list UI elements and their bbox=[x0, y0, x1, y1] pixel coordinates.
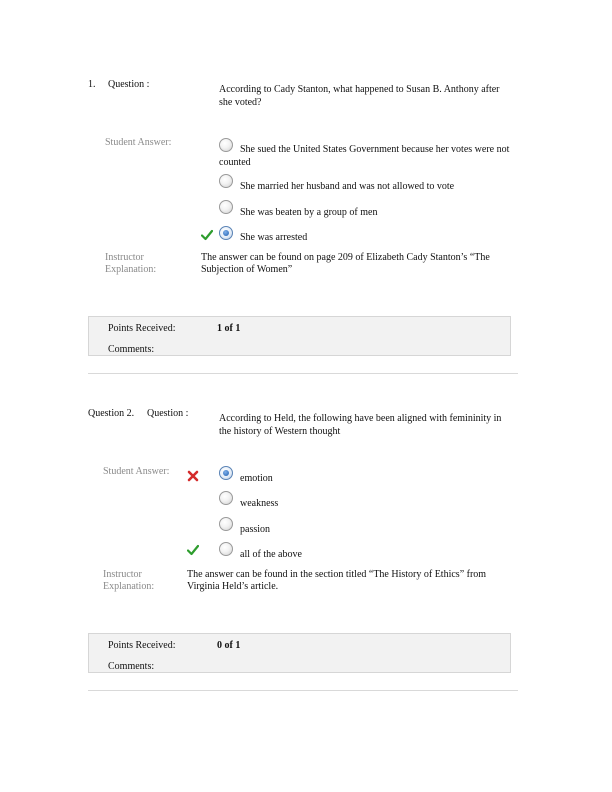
question-text-line1: According to Held, the following have been aligned with femininity in bbox=[219, 413, 502, 424]
option-label: weakness bbox=[240, 498, 279, 509]
points-panel bbox=[88, 633, 511, 673]
comments-label: Comments: bbox=[108, 661, 155, 672]
option-label: passion bbox=[240, 524, 270, 535]
student-answer-label: Student Answer: bbox=[103, 466, 170, 477]
radio-icon[interactable] bbox=[219, 200, 233, 214]
option-label: She married her husband and was not allowed to vote bbox=[240, 181, 455, 192]
question-text-line2: the history of Western thought bbox=[219, 426, 341, 437]
option-label: all of the above bbox=[240, 549, 302, 560]
student-answer-label: Student Answer: bbox=[105, 137, 172, 148]
option-label: emotion bbox=[240, 473, 273, 484]
radio-icon-selected[interactable] bbox=[219, 466, 233, 480]
question-label: Question : bbox=[108, 79, 150, 90]
radio-icon[interactable] bbox=[219, 138, 233, 152]
explanation-label: Explanation: bbox=[103, 581, 155, 592]
option-label: She was arrested bbox=[240, 232, 308, 243]
comments-label: Comments: bbox=[108, 344, 155, 355]
explanation-text-line2: Virginia Held’s article. bbox=[187, 581, 279, 592]
check-mark-icon bbox=[187, 544, 199, 556]
divider bbox=[88, 373, 518, 374]
points-received-value: 1 of 1 bbox=[217, 323, 241, 334]
x-mark-icon bbox=[187, 470, 199, 482]
radio-icon-selected[interactable] bbox=[219, 226, 233, 240]
explanation-text-line2: Subjection of Women” bbox=[201, 264, 293, 275]
radio-icon[interactable] bbox=[219, 542, 233, 556]
radio-icon[interactable] bbox=[219, 491, 233, 505]
points-received-label: Points Received: bbox=[108, 323, 176, 334]
explanation-text-line1: The answer can be found in the section titled “The History of Ethics” from bbox=[187, 569, 487, 580]
points-received-label: Points Received: bbox=[108, 640, 176, 651]
question-text-line1: According to Cady Stanton, what happened to Susan B. Anthony after bbox=[219, 84, 500, 95]
option-label: She was beaten by a group of men bbox=[240, 207, 378, 218]
radio-icon[interactable] bbox=[219, 517, 233, 531]
question-number: Question 2. bbox=[88, 408, 135, 419]
explanation-label: Explanation: bbox=[105, 264, 157, 275]
option-label-line2: counted bbox=[219, 157, 251, 168]
points-received-value: 0 of 1 bbox=[217, 640, 241, 651]
option-label: She sued the United States Government because her votes were not bbox=[240, 144, 510, 155]
divider bbox=[88, 690, 518, 691]
check-mark-icon bbox=[201, 229, 213, 241]
question-label: Question : bbox=[147, 408, 189, 419]
explanation-text-line1: The answer can be found on page 209 of Elizabeth Cady Stanton’s “The bbox=[201, 252, 490, 263]
question-text-line2: she voted? bbox=[219, 97, 262, 108]
instructor-label: Instructor bbox=[103, 569, 142, 580]
question-number: 1. bbox=[88, 79, 96, 90]
points-panel bbox=[88, 316, 511, 356]
instructor-label: Instructor bbox=[105, 252, 144, 263]
radio-icon[interactable] bbox=[219, 174, 233, 188]
